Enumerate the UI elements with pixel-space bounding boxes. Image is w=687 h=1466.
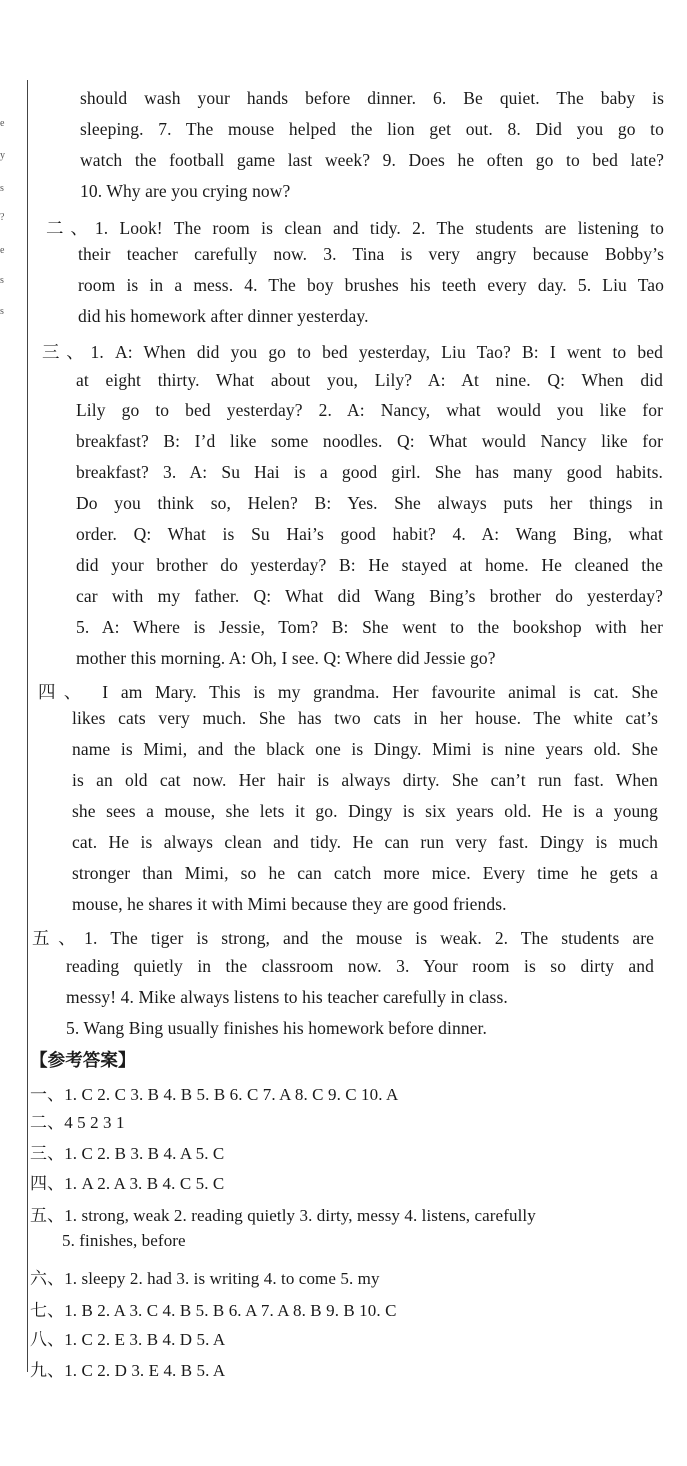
text-line: room is in a mess. 4. The boy brushes his teeth every day. 5. Liu Tao [78,275,664,295]
text-line: 二、1. Look! The room is clean and tidy. 2. The students are listening to [46,218,664,238]
text-line: cat. He is always clean and tidy. He can run very fast. Dingy is much [72,832,658,852]
text-line: at eight thirty. What about you, Lily? A: At nine. Q: When did [76,370,663,390]
margin-fragment: s [0,183,4,194]
answer-line: 九、1. C 2. D 3. E 4. B 5. A [30,1361,226,1380]
answer-line: 四、1. A 2. A 3. B 4. C 5. C [30,1174,225,1193]
text-line: likes cats very much. She has two cats in her house. The white cat’s [72,708,658,728]
text-line: Lily go to bed yesterday? 2. A: Nancy, what would you like for [76,400,663,420]
text-line: did your brother do yesterday? B: He stayed at home. He cleaned the [76,555,663,575]
text-line: she sees a mouse, she lets it go. Dingy is six years old. He is a young [72,801,658,821]
text-line: sleeping. 7. The mouse helped the lion get out. 8. Did you go to [80,119,664,139]
text-line: breakfast? B: I’d like some noodles. Q: What would Nancy like for [76,431,663,451]
page-margin-rule [27,80,28,1372]
margin-fragment: e [0,118,5,129]
text-line: is an old cat now. Her hair is always dirty. She can’t run fast. When [72,770,658,790]
text-line: mother this morning. A: Oh, I see. Q: Where did Jessie go? [76,648,496,668]
text-line: did his homework after dinner yesterday. [78,306,369,326]
text-line: messy! 4. Mike always listens to his teacher carefully in class. [66,987,508,1007]
text-line: breakfast? 3. A: Su Hai is a good girl. She has many good habits. [76,462,663,482]
reference-answers-title: 【参考答案】 [30,1050,136,1070]
margin-fragment: s [0,275,4,286]
text-line: should wash your hands before dinner. 6. Be quiet. The baby is [80,88,664,108]
text-line: their teacher carefully now. 3. Tina is very angry because Bobby’s [78,244,664,264]
text-line: 5. A: Where is Jessie, Tom? B: She went to the bookshop with her [76,617,663,637]
margin-fragment: e [0,245,5,256]
answer-line: 5. finishes, before [62,1231,186,1250]
answer-line: 六、1. sleepy 2. had 3. is writing 4. to come 5. my [30,1269,380,1288]
text-line: watch the football game last week? 9. Does he often go to bed late? [80,150,664,170]
text-line: 四、 I am Mary. This is my grandma. Her favourite animal is cat. She [38,682,658,702]
text-line: name is Mimi, and the black one is Dingy. Mimi is nine years old. She [72,739,658,759]
margin-fragment: ? [0,212,5,223]
answer-line: 二、4 5 2 3 1 [30,1113,125,1132]
margin-fragment: s [0,306,4,317]
answer-line: 八、1. C 2. E 3. B 4. D 5. A [30,1330,226,1349]
answer-line: 三、1. C 2. B 3. B 4. A 5. C [30,1144,225,1163]
margin-fragment: y [0,150,5,161]
text-line: car with my father. Q: What did Wang Bing’s brother do yesterday? [76,586,663,606]
text-line: 三、1. A: When did you go to bed yesterday, Liu Tao? B: I went to bed [42,342,663,362]
text-line: mouse, he shares it with Mimi because they are good friends. [72,894,507,914]
answer-line: 五、1. strong, weak 2. reading quietly 3. dirty, messy 4. listens, carefully [30,1206,536,1225]
text-line: 10. Why are you crying now? [80,181,291,201]
answer-line: 一、1. C 2. C 3. B 4. B 5. B 6. C 7. A 8. C 9. C 10. A [30,1085,399,1104]
answer-line: 七、1. B 2. A 3. C 4. B 5. B 6. A 7. A 8. B 9. B 10. C [30,1301,397,1320]
text-line: reading quietly in the classroom now. 3. Your room is so dirty and [66,956,654,976]
text-line: 5. Wang Bing usually finishes his homework before dinner. [66,1018,487,1038]
text-line: order. Q: What is Su Hai’s good habit? 4. A: Wang Bing, what [76,524,663,544]
text-line: 五、1. The tiger is strong, and the mouse is weak. 2. The students are [32,928,654,948]
text-line: Do you think so, Helen? B: Yes. She always puts her things in [76,493,663,513]
text-line: stronger than Mimi, so he can catch more mice. Every time he gets a [72,863,658,883]
